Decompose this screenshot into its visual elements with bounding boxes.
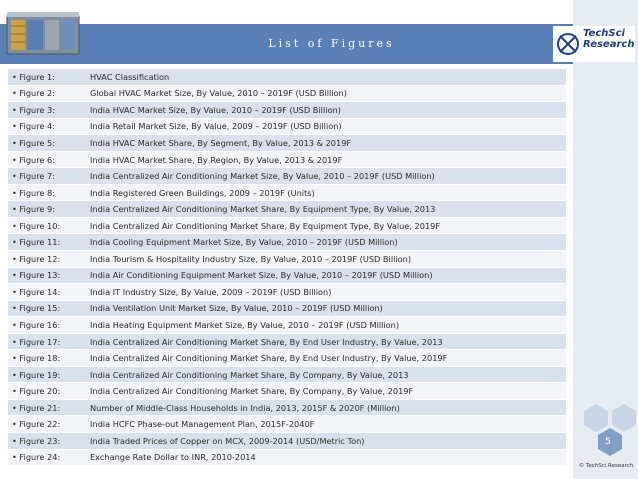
figure-number: • Figure 1: — [8, 69, 88, 85]
figure-number: • Figure 18: — [8, 350, 88, 367]
figure-number: • Figure 3: — [8, 102, 88, 119]
figure-number: • Figure 12: — [8, 251, 88, 268]
figure-description: India Centralized Air Conditioning Market Share, By Company, By Value, 2019F — [88, 383, 566, 400]
figure-description: India HVAC Market Share, By Segment, By Value, 2013 & 2019F — [88, 135, 566, 152]
table-row — [8, 85, 566, 102]
table-row — [8, 416, 566, 433]
logo-line2: Research — [583, 39, 635, 50]
table-row — [8, 201, 566, 218]
table-row — [8, 151, 566, 168]
figure-description: India Centralized Air Conditioning Market Share, By End User Industry, By Value, 2013 — [88, 333, 566, 350]
table-row — [8, 168, 566, 185]
figure-description: India Centralized Air Conditioning Market Share, By Company, By Value, 2013 — [88, 366, 566, 383]
figure-number: • Figure 5: — [8, 135, 88, 152]
table-row — [8, 217, 566, 234]
figure-description: India Centralized Air Conditioning Market Share, By Equipment Type, By Value, 2019F — [88, 217, 566, 234]
table-row — [8, 118, 566, 135]
figure-description: HVAC Classification — [88, 69, 566, 85]
figures-table — [8, 69, 566, 466]
figure-number: • Figure 10: — [8, 217, 88, 234]
figure-description: India Cooling Equipment Market Size, By Value, 2010 – 2019F (USD Million) — [88, 234, 566, 251]
figure-description: India Centralized Air Conditioning Market Share, By End User Industry, By Value, 2019F — [88, 350, 566, 367]
hvac-unit-image — [3, 6, 83, 60]
table-row — [8, 284, 566, 301]
table-row — [8, 333, 566, 350]
figure-number: • Figure 24: — [8, 449, 88, 466]
logo-line1: TechSci — [583, 28, 625, 39]
figure-number: • Figure 7: — [8, 168, 88, 185]
figure-number: • Figure 8: — [8, 184, 88, 201]
table-row — [8, 449, 566, 466]
figure-number: • Figure 16: — [8, 317, 88, 334]
table-row — [8, 300, 566, 317]
figure-number: • Figure 20: — [8, 383, 88, 400]
figure-description: India Ventilation Unit Market Size, By Value, 2010 – 2019F (USD Million) — [88, 300, 566, 317]
figure-number: • Figure 19: — [8, 366, 88, 383]
table-row — [8, 102, 566, 119]
figure-description: Exchange Rate Dollar to INR, 2010-2014 — [88, 449, 566, 466]
table-row — [8, 251, 566, 268]
table-row — [8, 267, 566, 284]
figure-description: Number of Middle-Class Households in India, 2013, 2015F & 2020F (Million) — [88, 399, 566, 416]
figure-number: • Figure 23: — [8, 433, 88, 450]
figure-description: India HVAC Market Share, By Region, By Value, 2013 & 2019F — [88, 151, 566, 168]
figure-description: India Air Conditioning Equipment Market Size, By Value, 2010 – 2019F (USD Million) — [88, 267, 566, 284]
figure-description: India HVAC Market Size, By Value, 2010 – 2019F (USD Billion) — [88, 102, 566, 119]
table-row — [8, 399, 566, 416]
table-row — [8, 350, 566, 367]
copyright: © TechSci Research — [578, 463, 634, 469]
table-row — [8, 383, 566, 400]
figure-description: India Centralized Air Conditioning Market Size, By Value, 2010 – 2019F (USD Million) — [88, 168, 566, 185]
figure-number: • Figure 15: — [8, 300, 88, 317]
figure-number: • Figure 13: — [8, 267, 88, 284]
figure-description: India Traded Prices of Copper on MCX, 2009-2014 (USD/Metric Ton) — [88, 433, 566, 450]
figure-description: Global HVAC Market Size, By Value, 2010 – 2019F (USD Billion) — [88, 85, 566, 102]
table-row — [8, 135, 566, 152]
table-row — [8, 234, 566, 251]
table-row — [8, 433, 566, 450]
logo-text — [583, 28, 637, 50]
figure-number: • Figure 21: — [8, 399, 88, 416]
table-row — [8, 69, 566, 85]
page-title: List of Figures — [268, 37, 395, 50]
figure-description: India IT Industry Size, By Value, 2009 – 2019F (USD Billion) — [88, 284, 566, 301]
table-row — [8, 184, 566, 201]
page-number: 5 — [605, 437, 611, 447]
figure-description: India Retail Market Size, By Value, 2009 – 2019F (USD Billion) — [88, 118, 566, 135]
table-row — [8, 317, 566, 334]
figure-description: India HCFC Phase-out Management Plan, 2015F-2040F — [88, 416, 566, 433]
figure-number: • Figure 9: — [8, 201, 88, 218]
figure-number: • Figure 14: — [8, 284, 88, 301]
figure-number: • Figure 2: — [8, 85, 88, 102]
figure-description: India Heating Equipment Market Size, By Value, 2010 – 2019F (USD Million) — [88, 317, 566, 334]
figure-description: India Registered Green Buildings, 2009 – 2019F (Units) — [88, 184, 566, 201]
figure-number: • Figure 22: — [8, 416, 88, 433]
figure-number: • Figure 17: — [8, 333, 88, 350]
figure-number: • Figure 4: — [8, 118, 88, 135]
figure-number: • Figure 11: — [8, 234, 88, 251]
figure-number: • Figure 6: — [8, 151, 88, 168]
table-row — [8, 366, 566, 383]
figure-description: India Centralized Air Conditioning Market Share, By Equipment Type, By Value, 2013 — [88, 201, 566, 218]
figure-description: India Tourism & Hospitality Industry Size, By Value, 2010 – 2019F (USD Billion) — [88, 251, 566, 268]
